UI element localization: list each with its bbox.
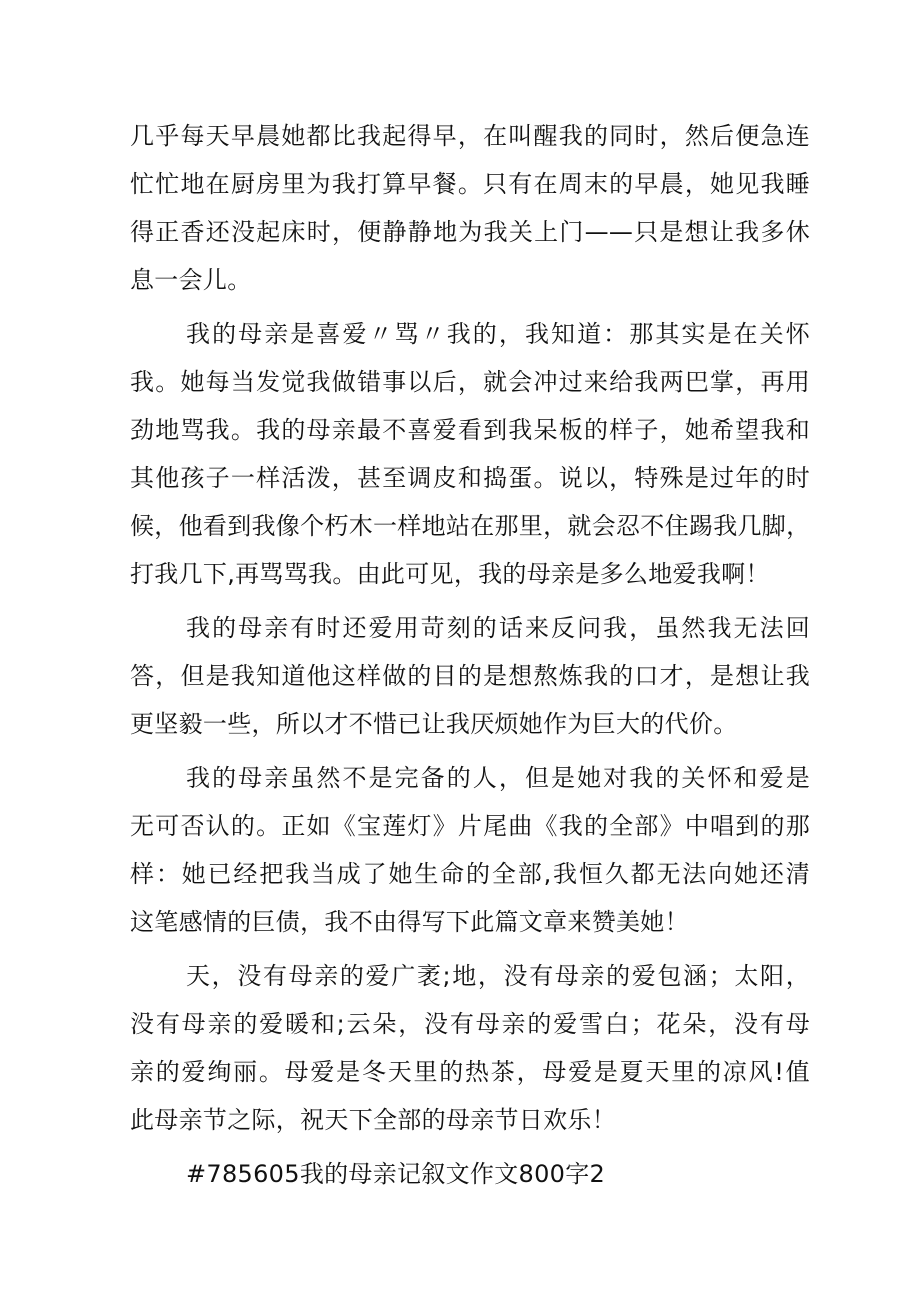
text-line: 样：她已经把我当成了她生命的全部,我恒久都无法向她还清	[130, 860, 810, 888]
text-line: 答，但是我知道他这样做的目的是想熬炼我的口才，是想让我	[130, 662, 810, 690]
text-line: 这笔感情的巨债，我不由得写下此篇文章来赞美她！	[130, 908, 689, 936]
text-line: 息一会儿。	[130, 266, 252, 294]
text-line: 更坚毅一些，所以才不惜已让我厌烦她作为巨大的代价。	[130, 710, 738, 738]
text-line: 无可否认的。正如《宝莲灯》片尾曲《我的全部》中唱到的那	[130, 812, 810, 840]
paragraph-3	[130, 604, 810, 748]
text-line: 此母亲节之际，祝天下全部的母亲节日欢乐！	[130, 1106, 616, 1134]
text-line: 我。她每当发觉我做错事以后，就会冲过来给我两巴掌，再用	[130, 368, 810, 396]
text-line: 天，没有母亲的爱广袤;地，没有母亲的爱包涵；太阳，	[186, 962, 810, 990]
text-line: 候，他看到我像个朽木一样地站在那里，就会忍不住踢我几脚，	[130, 512, 811, 540]
text-line: 打我几下,再骂骂我。由此可见，我的母亲是多么地爱我啊！	[130, 560, 770, 588]
article-body	[130, 112, 810, 1204]
paragraph-2	[130, 310, 810, 598]
heading-line: #785605我的母亲记叙文作文800字2	[186, 1160, 606, 1188]
text-line: 忙忙地在厨房里为我打算早餐。只有在周末的早晨，她见我睡	[130, 170, 810, 198]
text-line: 几乎每天早晨她都比我起得早，在叫醒我的同时，然后便急连	[130, 122, 810, 150]
text-line: 我的母亲虽然不是完备的人，但是她对我的关怀和爱是	[186, 764, 810, 792]
text-line: 我的母亲是喜爱〃骂〃我的，我知道：那其实是在关怀	[186, 320, 810, 348]
text-line: 没有母亲的爱暖和;云朵，没有母亲的爱雪白；花朵，没有母	[130, 1010, 810, 1038]
section-heading	[130, 1150, 810, 1198]
text-line: 劲地骂我。我的母亲最不喜爱看到我呆板的样子，她希望我和	[130, 416, 810, 444]
text-line: 得正香还没起床时，便静静地为我关上门——只是想让我多休	[130, 218, 810, 246]
paragraph-5	[130, 952, 810, 1144]
text-line: 其他孩子一样活泼，甚至调皮和捣蛋。说以，特殊是过年的时	[130, 464, 810, 492]
paragraph-1	[130, 112, 810, 304]
text-line: 亲的爱绚丽。母爱是冬天里的热茶，母爱是夏天里的凉风!值	[130, 1058, 810, 1086]
text-line: 我的母亲有时还爱用苛刻的话来反问我，虽然我无法回	[186, 614, 810, 642]
paragraph-4	[130, 754, 810, 946]
